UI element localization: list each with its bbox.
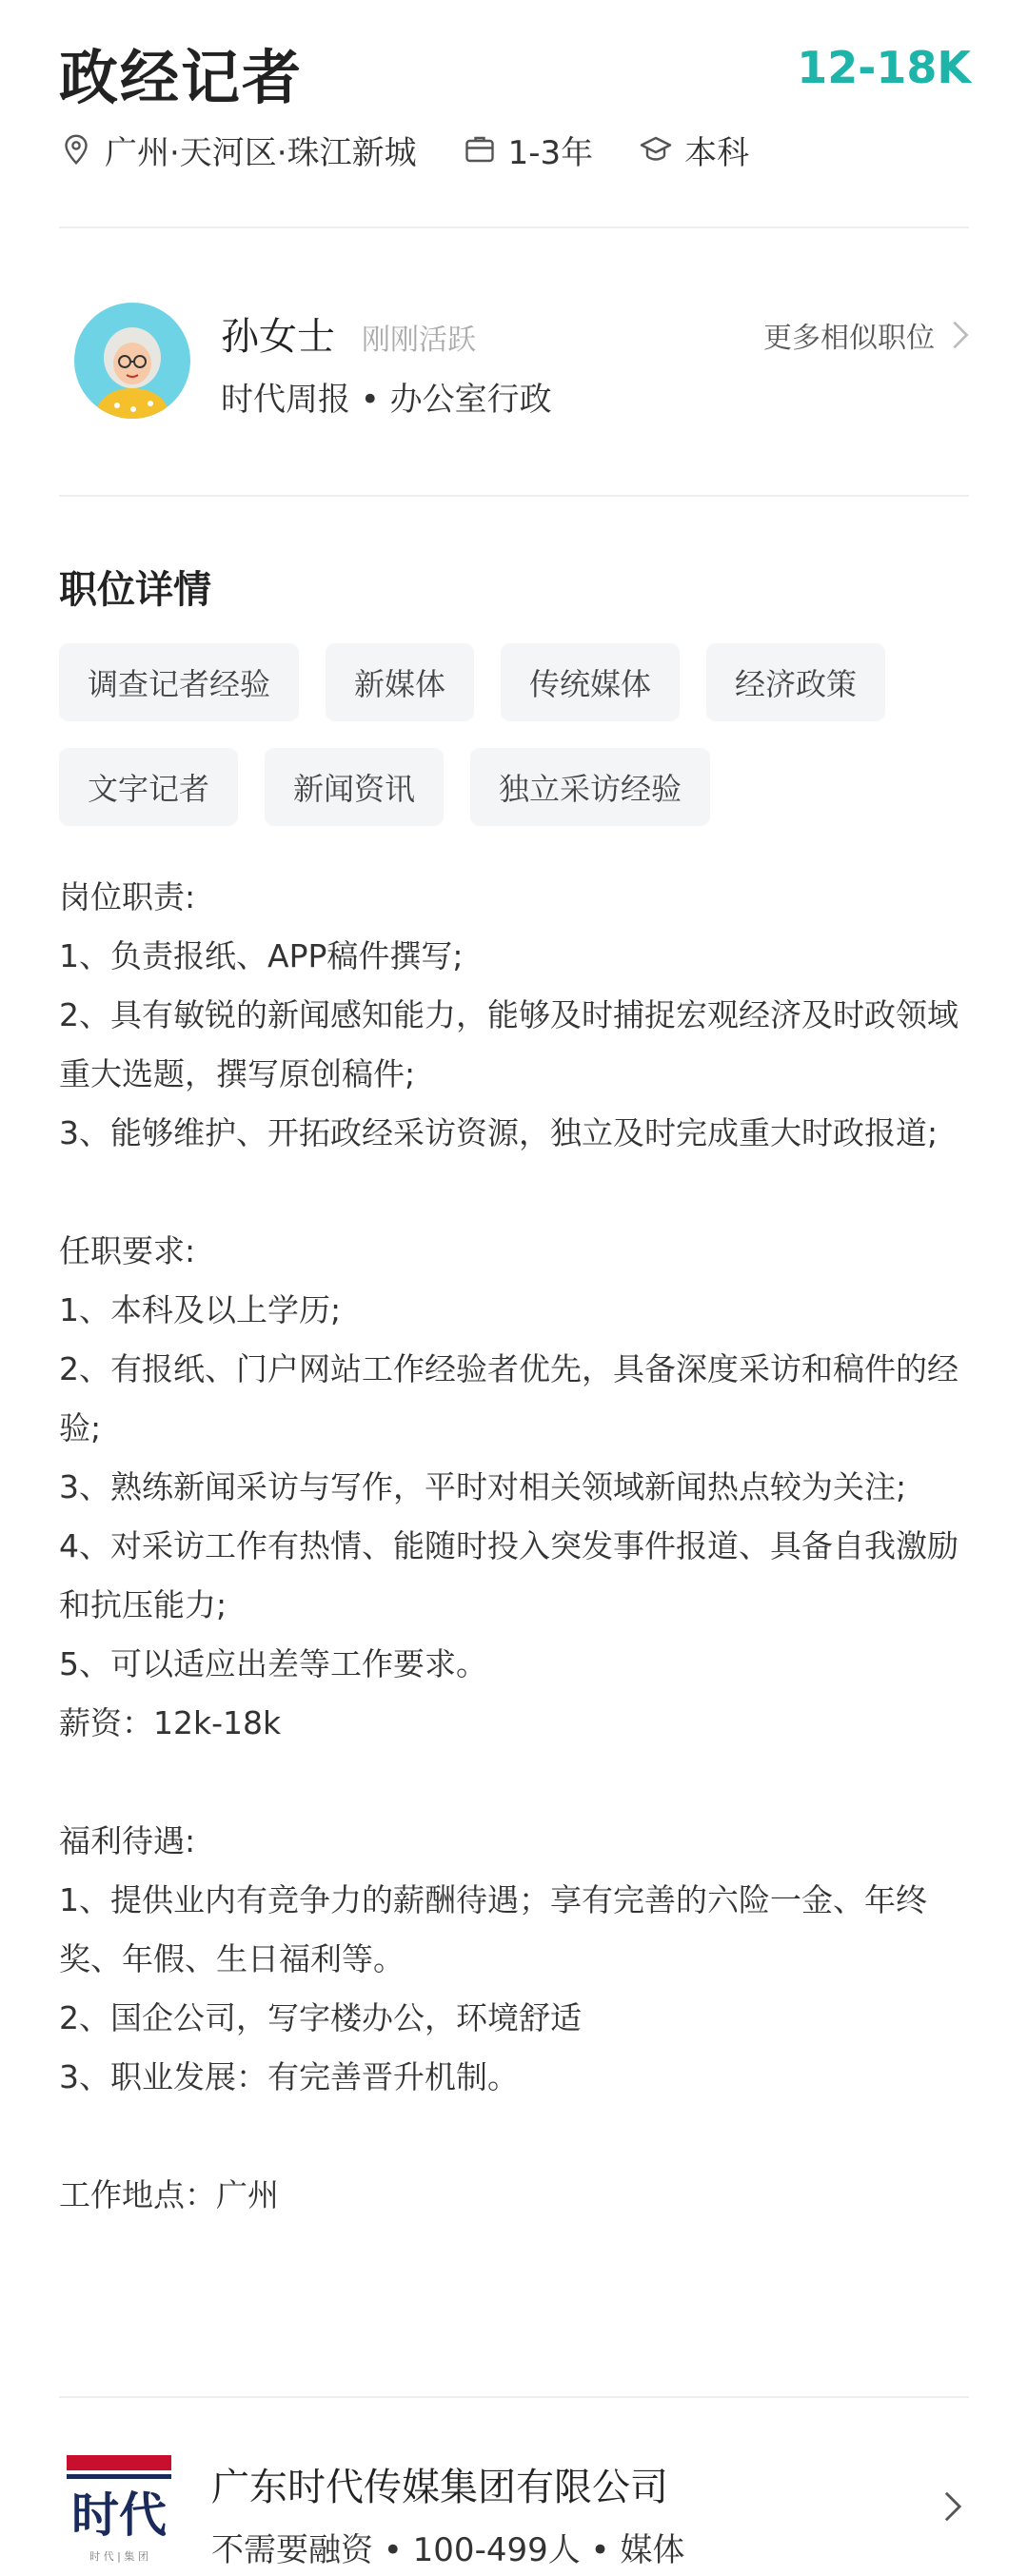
recruiter-avatar[interactable] <box>74 303 190 419</box>
recruiter-company-role: 时代周报 • 办公室行政 <box>221 381 552 419</box>
education-text: 本科 <box>684 133 750 172</box>
location-item <box>59 127 417 173</box>
chevron-right-icon <box>952 321 969 349</box>
job-meta-row <box>59 126 795 173</box>
skill-tag[interactable]: 新闻资讯 <box>265 748 444 826</box>
company-logo-subtext: 时 代 | 集 团 <box>89 2550 148 2563</box>
skill-tag[interactable]: 经济政策 <box>706 643 885 721</box>
chevron-right-icon[interactable] <box>944 2491 961 2522</box>
company-name: 广东时代传媒集团有限公司 <box>211 2466 668 2509</box>
recruiter-active-status: 刚刚活跃 <box>362 324 476 357</box>
job-description: 岗位职责: 1、负责报纸、APP稿件撰写; 2、具有敏锐的新闻感知能力，能够及时捕捉宏观经济及时政领域重大选题，撰写原创稿件; 3、能够维护、开拓政经采访资源，独立及时完成重大时政报道; 任职要求: 1、本科及以上学历; 2、有报纸、门户网站工作经验者优先，具备深度采访和稿件的经验; 3、熟练新闻采访与写作，平时对相关领域新闻热点较为关注; 4、对采访工作有热情、能随时投入突发事件报道、具备自我激励和抗压能力; 5、可以适应出差等工作要求。 薪资：12k-18k 福利待遇: 1、提供业内有竞争力的薪酬待遇；享有完善的六险一金、年终奖、年假、生日福利等。 2、国企公司，写字楼办公，环境舒适 3、职业发展：有完善晋升机制。 工作地点：广州 <box>59 878 959 2213</box>
company-logo[interactable] <box>67 2455 171 2567</box>
job-title: 政经记者 <box>59 43 304 112</box>
similar-jobs-label: 更多相似职位 <box>763 322 935 355</box>
skill-tag[interactable]: 文字记者 <box>59 748 238 826</box>
skill-tag[interactable]: 调查记者经验 <box>59 643 299 721</box>
skill-tags <box>59 643 973 853</box>
recruiter-name: 孙女士 <box>221 315 335 359</box>
education-item <box>639 127 749 173</box>
company-logo-text: 时代 <box>71 2488 167 2543</box>
tag-row <box>59 643 973 721</box>
company-logo-mark <box>67 2455 171 2567</box>
experience-item <box>463 127 594 173</box>
salary-range: 12-18K <box>797 42 971 93</box>
divider <box>59 495 969 497</box>
graduation-cap-icon <box>639 132 673 167</box>
section-title-job-details: 职位详情 <box>59 568 211 612</box>
divider <box>59 226 969 228</box>
location-text: 广州·天河区·珠江新城 <box>105 133 417 172</box>
divider <box>59 2396 969 2398</box>
skill-tag[interactable]: 独立采访经验 <box>470 748 710 826</box>
skill-tag[interactable]: 传统媒体 <box>501 643 680 721</box>
briefcase-icon <box>463 132 497 167</box>
experience-text: 1-3年 <box>507 133 594 172</box>
avatar-illustration <box>74 303 190 419</box>
skill-tag[interactable]: 新媒体 <box>326 643 474 721</box>
similar-jobs-link[interactable] <box>763 314 969 356</box>
location-pin-icon <box>59 132 93 167</box>
company-info: 不需要融资 • 100-499人 • 媒体 <box>211 2531 685 2569</box>
tag-row <box>59 748 973 826</box>
